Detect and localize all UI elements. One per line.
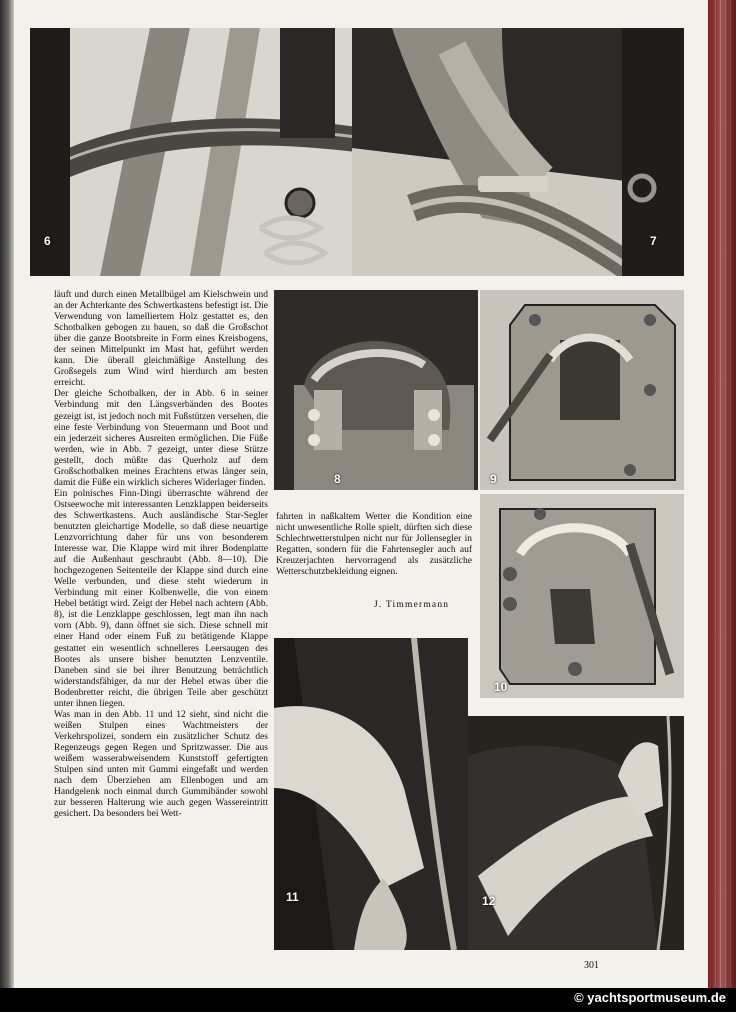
lenzklappe-view-image	[480, 494, 684, 698]
paragraph: Ein polnisches Finn-Dingi überraschte während der Ostseewoche mit interessanten Lenzklappen beiderseits des Schwertkastens. Auch ausländische Star-Segler benutzten gleichartige Modelle, so daß diese neuartige Lenzvorrichtung daher für uns von besonderem Interesse war. Die Klappe wird mit ihrer Bodenplatte auf die Außenhaut geschraubt (Abb. 8—10). Die hochgezogenen Seitenteile der Klappe sind durch eine Welle verbunden, und diese steht wiederum in Verbindung mit einer Kolbenwelle, die von einem Hebel betätigt wird. Zeigt der Hebel nach achtern (Abb. 8), ist die Lenzklappe geschlossen, legt man ihn nach vorn (Abb. 9), dann öffnet sie sich. Diese schnell mit einer Hand oder einem Fuß zu betätigende Klappe gestattet ein wesentlich schnelleres Leersaugen des Bootes als unsere bisher benutzten Lenzventile. Daneben sind sie bei ihrer Benutzung beträchtlich widerstandsfähiger, da nur der Hebel etwas über die Bodenbretter reicht, die übrigen Teile aber geschützt unter ihnen liegen.	[54, 488, 268, 709]
figure-9-photo	[480, 290, 684, 490]
paragraph: läuft und durch einen Metallbügel am Kielschwein und an der Achterkante des Schwertkastens befestigt ist. Die Verwendung von lamelliertem Holz gestattet es, den Schotbalken gebogen zu bauen, so daß die Großschot über die ganze Bootsbreite in Form eines Kreisbogens, der seinen Mittelpunkt im Mast hat, geführt werden kann. Die überall gleichmäßige Anstellung des Großsegels zum Wind wird hierdurch am besten erreicht.	[54, 290, 268, 389]
figure-number: 11	[286, 890, 299, 904]
page-number: 301	[584, 960, 599, 971]
figure-7-photo	[352, 28, 684, 276]
figure-number: 12	[482, 894, 496, 908]
figure-12-photo	[468, 716, 684, 950]
figure-6-photo	[30, 28, 364, 276]
foot-on-schotbalken-image	[352, 28, 684, 276]
book-spine-shadow	[0, 0, 14, 988]
figure-number: 7	[650, 234, 657, 248]
figure-number: 6	[44, 234, 51, 248]
paragraph: Was man in den Abb. 11 und 12 sieht, sind nicht die weißen Stulpen eines Wachtmeisters der Verkehrspolizei, sondern ein zusätzlicher Schutz des Regenzeugs gegen Regen und Spritzwasser. Die aus weißem wasserabweisendem Kunststoff gefertigten Stulpen sind unten mit Gummi eingefaßt und werden nach dem Überziehen am Ellenbogen und am Handgelenk noch einmal durch Gummibänder sowohl zur besseren Halterung wie auch gegen Wassereintritt gesichert. Da besonders bei Wett-	[54, 709, 268, 820]
figure-11-photo	[274, 638, 468, 950]
article-column-1	[54, 290, 268, 820]
paragraph: fahrten in naßkaltem Wetter die Kondition eine nicht unwesentliche Rolle spielt, dürften sich diese Schlechtwetterstulpen nicht nur für Jollensegler in Regatten, sondern für die Fahrtensegler auch auf Kreuzerjachten hervorragend als zusätzliche Wetterschutzbekleidung eignen.	[276, 512, 472, 578]
lenzklappe-closed-image	[274, 290, 478, 490]
page-edge-stack	[708, 0, 736, 988]
figure-number: 8	[334, 472, 341, 486]
paragraph: Der gleiche Schotbalken, der in Abb. 6 in seiner Verbindung mit den Längsverbänden des Bootes gezeigt ist, ist jedoch noch mit Fußstützen versehen, die eine feste Verbindung von Steuermann und Boot und ein jederzeit sicheres Ausreiten ermöglichen. Die Füße werden, wie in Abb. 7 gezeigt, unter diese Stütze gestellt, doch müßte das Querholz auf dem Großschotbalken meines Erachtens etwas länger sein, damit die Füße ein wirklich sicheres Widerlager finden.	[54, 389, 268, 488]
article-column-2	[276, 512, 472, 578]
figure-number: 10	[494, 680, 508, 694]
figure-number: 9	[490, 472, 497, 486]
watermark-text: © yachtsportmuseum.de	[574, 990, 726, 1005]
white-cuff-arm-image	[274, 638, 468, 950]
figure-10-photo	[480, 494, 684, 698]
cuff-with-rubber-band-image	[468, 716, 684, 950]
figure-8-photo	[274, 290, 478, 490]
author-signature: J. Timmermann	[374, 600, 450, 610]
schotbalken-photo-image	[30, 28, 364, 276]
lenzklappe-open-image	[480, 290, 684, 490]
magazine-page	[14, 0, 708, 988]
